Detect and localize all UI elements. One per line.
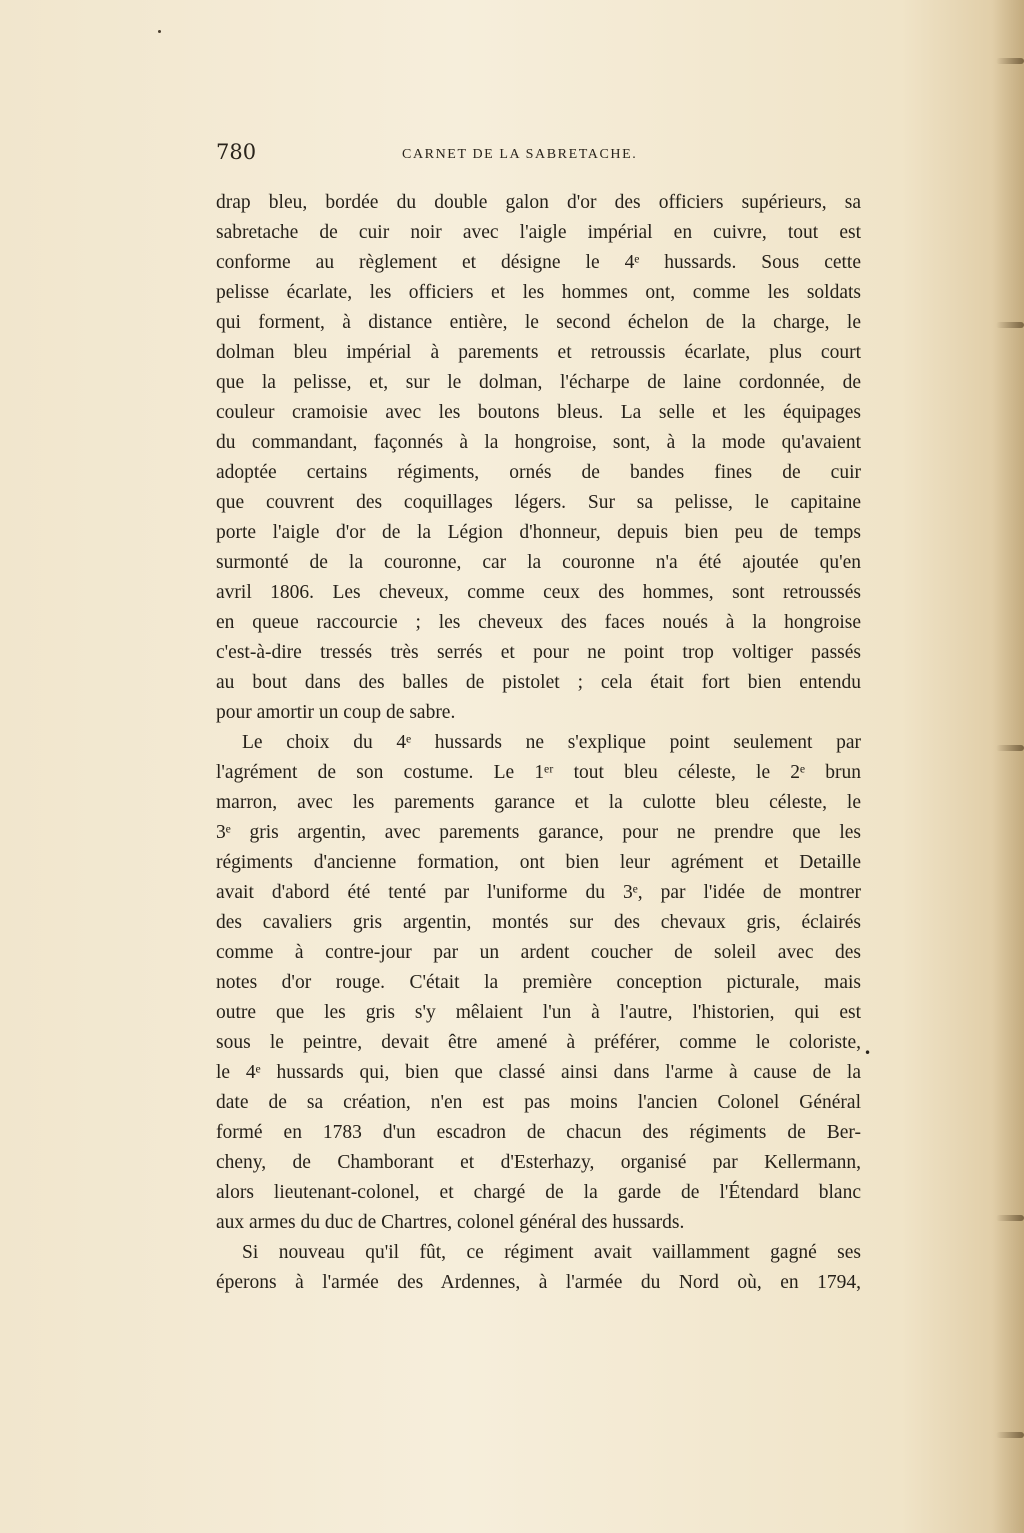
text-line: conforme au règlement et désigne le 4ᵉ hussards. Sous cette: [216, 252, 861, 273]
text-line: du commandant, façonnés à la hongroise, sont, à la mode qu'avaient: [216, 432, 861, 453]
text-line: couleur cramoisie avec les boutons bleus. La selle et les équipages: [216, 402, 861, 423]
text-line: alors lieutenant-colonel, et chargé de la garde de l'Étendard blanc: [216, 1182, 861, 1203]
text-line: date de sa création, n'en est pas moins l'ancien Colonel Général: [216, 1092, 861, 1113]
page-number: 780: [216, 140, 257, 164]
ink-speck: [158, 30, 161, 33]
edge-stain: [996, 322, 1024, 328]
text-line: adoptée certains régiments, ornés de bandes fines de cuir: [216, 462, 861, 483]
edge-stain: [996, 1432, 1024, 1438]
text-line: régiments d'ancienne formation, ont bien leur agrément et Detaille: [216, 852, 861, 873]
text-line: notes d'or rouge. C'était la première conception picturale, mais: [216, 972, 861, 993]
edge-stain: [996, 1215, 1024, 1221]
text-line: des cavaliers gris argentin, montés sur des chevaux gris, éclairés: [216, 912, 861, 933]
text-line: qui forment, à distance entière, le second échelon de la charge, le: [216, 312, 861, 333]
margin-bullet: •: [864, 1046, 872, 1060]
text-line: comme à contre-jour par un ardent coucher de soleil avec des: [216, 942, 861, 963]
page-header: [216, 140, 856, 172]
text-line: c'est-à-dire tressés très serrés et pour ne point trop voltiger passés: [216, 642, 861, 663]
paragraph-first-line: Si nouveau qu'il fût, ce régiment avait vaillamment gagné ses: [242, 1242, 861, 1263]
text-line: outre que les gris s'y mêlaient l'un à l'autre, l'historien, qui est: [216, 1002, 861, 1023]
text-line: 3ᵉ gris argentin, avec parements garance, pour ne prendre que les: [216, 822, 861, 843]
text-line: porte l'aigle d'or de la Légion d'honneur, depuis bien peu de temps: [216, 522, 861, 543]
edge-stain: [996, 745, 1024, 751]
text-line: formé en 1783 d'un escadron de chacun des régiments de Ber-: [216, 1122, 861, 1143]
text-line: cheny, de Chamborant et d'Esterhazy, organisé par Kellermann,: [216, 1152, 861, 1173]
paragraph-last-line: pour amortir un coup de sabre.: [216, 702, 456, 723]
text-line: drap bleu, bordée du double galon d'or des officiers supérieurs, sa: [216, 192, 861, 213]
text-line: pelisse écarlate, les officiers et les hommes ont, comme les soldats: [216, 282, 861, 303]
text-line: sabretache de cuir noir avec l'aigle impérial en cuivre, tout est: [216, 222, 861, 243]
text-line: surmonté de la couronne, car la couronne n'a été ajoutée qu'en: [216, 552, 861, 573]
text-line: en queue raccourcie ; les cheveux des faces noués à la hongroise: [216, 612, 861, 633]
text-line: l'agrément de son costume. Le 1ᵉʳ tout bleu céleste, le 2ᵉ brun: [216, 762, 861, 783]
text-line: sous le peintre, devait être amené à préférer, comme le coloriste,: [216, 1032, 861, 1053]
text-line: avril 1806. Les cheveux, comme ceux des hommes, sont retroussés: [216, 582, 861, 603]
running-head: CARNET DE LA SABRETACHE.: [402, 147, 638, 162]
text-line: éperons à l'armée des Ardennes, à l'armée du Nord où, en 1794,: [216, 1272, 861, 1293]
text-line: le 4ᵉ hussards qui, bien que classé ainsi dans l'arme à cause de la: [216, 1062, 861, 1083]
page-edge-shadow: [992, 0, 1024, 1533]
paragraph-first-line: Le choix du 4ᵉ hussards ne s'explique point seulement par: [242, 732, 861, 753]
text-line: dolman bleu impérial à parements et retroussis écarlate, plus court: [216, 342, 861, 363]
text-line: marron, avec les parements garance et la culotte bleu céleste, le: [216, 792, 861, 813]
body-text: [216, 188, 861, 1298]
edge-stain: [996, 58, 1024, 64]
text-line: que la pelisse, et, sur le dolman, l'écharpe de laine cordonnée, de: [216, 372, 861, 393]
text-line: que couvrent des coquillages légers. Sur sa pelisse, le capitaine: [216, 492, 861, 513]
text-line: au bout dans des balles de pistolet ; cela était fort bien entendu: [216, 672, 861, 693]
text-line: avait d'abord été tenté par l'uniforme du 3ᵉ, par l'idée de montrer: [216, 882, 861, 903]
paragraph-last-line: aux armes du duc de Chartres, colonel général des hussards.: [216, 1212, 685, 1233]
